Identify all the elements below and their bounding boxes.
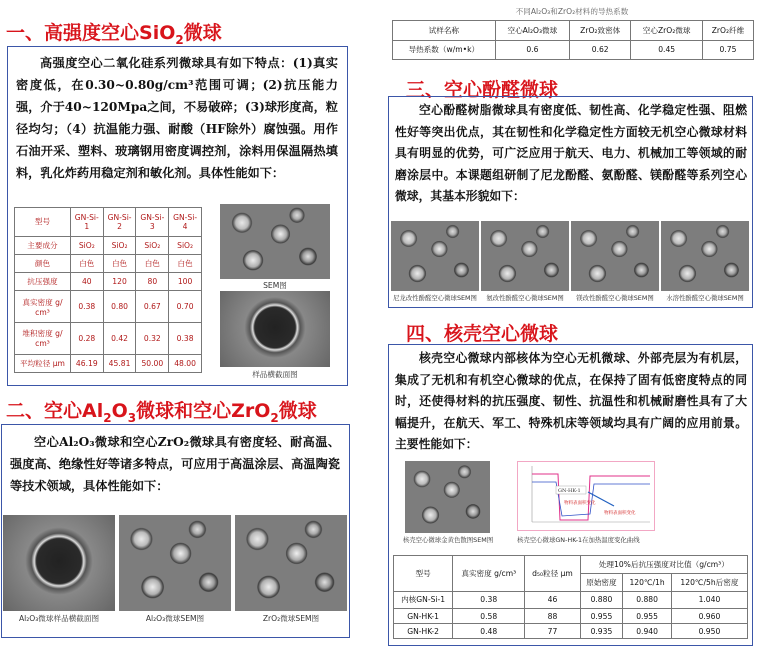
- table-cell: 堆积密度 g/ cm³: [15, 323, 71, 355]
- ct-h5a: 原始密度: [580, 573, 623, 591]
- caption-coreshell-sem: 核壳空心微球金黄色散图SEM图: [402, 536, 494, 544]
- table-cell: GN-HK-1: [394, 609, 453, 624]
- chart-label-2: 物料表面积变化: [604, 511, 636, 516]
- caption-al2o3-sem: Al₂O₃微球SEM图: [145, 614, 205, 623]
- section-1-heading: 一、高强度空心SiO$_2$微球: [6, 22, 222, 47]
- table-cell: GN-HK-2: [394, 624, 453, 639]
- table-cell: 50.00: [136, 354, 169, 372]
- ammonia-phenolic-sem-image: [481, 221, 569, 291]
- table-cell: 0.42: [103, 323, 136, 355]
- table-row: [15, 291, 202, 323]
- section-2-text: 空心Al₂O₃微球和空心ZrO₂微球具有密度轻、耐高温、强度高、绝缘性好等诸多特点，可应用于高温涂层、高温陶瓷等技术领域，具体性能如下：: [10, 435, 340, 493]
- section-1-table: [14, 207, 202, 373]
- table-cell: 0.80: [103, 291, 136, 323]
- table-cell: 1.040: [671, 591, 747, 609]
- ct-h1: 型号: [394, 556, 453, 592]
- table-cell: 0.62: [570, 40, 631, 60]
- ct-h5c: 120℃/5h后密度: [671, 573, 747, 591]
- section-1-text: 高强度空心二氧化硅系列微球具有如下特点：(1)真实密度低，在0.30~0.80g/cm³范围可调；(2)抗压能力强，介于40~120Mpa之间，不易破碎；(3)球形度高，粒径均匀；（4）抗温能力强、耐酸（HF除外）腐蚀强。用作石油开采、塑料、玻璃钢用密度调控剂，涂料用保温隔热填料，乳化炸药用稳定剂和敏化剂。具体性能如下：: [16, 56, 338, 180]
- section-4-text: 核壳空心微球内部核体为空心无机微球、外部壳层为有机层，集成了无机和有机空心微球的优点，在保持了固有低密度特点的同时，还使得材料的抗压强度、韧性、抗温性和机械耐磨性具有了大幅提升，在航天、军工、特殊机床等领域均具有广阔的应用前景。主要性能如下：: [395, 351, 747, 451]
- chart-legend: GN-HK-1: [558, 488, 581, 494]
- table-row: [15, 254, 202, 272]
- table-cell: 白色: [70, 254, 103, 272]
- sem-image-sio2: [220, 204, 330, 279]
- table-header-cell: ZrO₂纤维: [702, 21, 753, 41]
- table-header-cell: 空心Al₂O₃微球: [495, 21, 569, 41]
- section-1-box: [7, 46, 348, 386]
- table-cell: 0.960: [671, 609, 747, 624]
- table-cell: SiO₂: [169, 236, 202, 254]
- table-cell: 0.28: [70, 323, 103, 355]
- table-header-cell: 试样名称: [393, 21, 496, 41]
- table-cell: 0.6: [495, 40, 569, 60]
- section-3-text: 空心酚醛树脂微球具有密度低、韧性高、化学稳定性强、阻燃性好等突出优点，其在韧性和化学稳定性方面较无机空心微球材料具有明显的优势，可广泛应用于航天、电力、机械加工等领域的耐磨涂层中。本课题组研制了尼龙酚醛、氨酚醛、镁酚醛等系列空心微球，其基本形貌如下：: [395, 103, 747, 203]
- table-cell: 46.19: [70, 354, 103, 372]
- table-cell: 0.880: [623, 591, 672, 609]
- al2o3-cross-section-image: [3, 515, 115, 611]
- nylon-phenolic-sem-image: [391, 221, 479, 291]
- coreshell-curve-chart: [517, 461, 655, 531]
- table-cell: 0.940: [623, 624, 672, 639]
- table-cell: 平均粒径 μm: [15, 354, 71, 372]
- table-row: [394, 609, 748, 624]
- table-cell: 0.38: [453, 591, 525, 609]
- table-header-cell: GN-Si-3: [136, 208, 169, 237]
- section-4-box: [388, 344, 753, 646]
- table-cell: 0.38: [169, 323, 202, 355]
- table-cell: 0.955: [623, 609, 672, 624]
- table-cell: 40: [70, 273, 103, 291]
- zro2-sem-image: [235, 515, 347, 611]
- table-cell: 0.955: [580, 609, 623, 624]
- table-cell: SiO₂: [136, 236, 169, 254]
- table-cell: 0.32: [136, 323, 169, 355]
- table-header-cell: GN-Si-2: [103, 208, 136, 237]
- table-cell: SiO₂: [70, 236, 103, 254]
- table-cell: 45.81: [103, 354, 136, 372]
- table-cell: 0.75: [702, 40, 753, 60]
- caption-watersoluble: 水溶性酚醛空心微球SEM图: [666, 294, 744, 302]
- curve-svg: [518, 462, 654, 530]
- table-cell: 88: [525, 609, 580, 624]
- table-cell: 0.48: [453, 624, 525, 639]
- chart-label-1: 物料表面积变化: [564, 501, 596, 506]
- table-cell: 77: [525, 624, 580, 639]
- caption-nylon: 尼龙改性酚醛空心微球SEM图: [393, 294, 477, 302]
- table-header-cell: GN-Si-1: [70, 208, 103, 237]
- table-row: [394, 591, 748, 609]
- caption-coreshell-curve: 核壳空心微球GN-HK-1在加热温度变化曲线: [517, 536, 640, 544]
- table-row: [393, 21, 754, 41]
- table-header-cell: GN-Si-4: [169, 208, 202, 237]
- table-cell: 颜色: [15, 254, 71, 272]
- table-cell: 导热系数（w/m•k）: [393, 40, 496, 60]
- caption-zro2-sem: ZrO₂微球SEM图: [262, 614, 320, 623]
- al2o3-sem-image: [119, 515, 231, 611]
- table-cell: 白色: [136, 254, 169, 272]
- table-cell: 0.45: [631, 40, 703, 60]
- caption-magnesium: 镁改性酚醛空心微球SEM图: [576, 294, 654, 302]
- table-row: [15, 273, 202, 291]
- table-cell: 0.70: [169, 291, 202, 323]
- table-row: [15, 236, 202, 254]
- table-row: [15, 323, 202, 355]
- table-cell: 48.00: [169, 354, 202, 372]
- ct-h4: 处理10%后抗压强度对比值（g/cm³）: [580, 556, 747, 574]
- table-cell: 白色: [169, 254, 202, 272]
- thermal-table-title: 不同Al₂O₃和ZrO₂材料的导热系数: [515, 7, 629, 16]
- table-row: [393, 40, 754, 60]
- table-row: [15, 354, 202, 372]
- caption-al2o3-cross: Al₂O₃微球样品横截面图: [18, 614, 100, 623]
- table-cell: 120: [103, 273, 136, 291]
- watersoluble-phenolic-sem-image: [661, 221, 749, 291]
- table-row: [15, 208, 202, 237]
- section-3-heading: 三、空心酚醛微球: [406, 79, 559, 101]
- table-cell: 0.880: [580, 591, 623, 609]
- table-cell: 0.935: [580, 624, 623, 639]
- table-header-cell: 空心ZrO₂微球: [631, 21, 703, 41]
- table-cell: 0.58: [453, 609, 525, 624]
- magnesium-phenolic-sem-image: [571, 221, 659, 291]
- table-row: [394, 624, 748, 639]
- caption-sio2-sem: SEM图: [263, 281, 287, 290]
- section-2-heading: 二、空心$Al_2O_3$微球和空心ZrO$_2$微球: [6, 400, 317, 425]
- coreshell-table: [393, 555, 748, 639]
- table-cell: 内核GN-Si-1: [394, 591, 453, 609]
- coreshell-sem-image: [405, 461, 490, 533]
- section-4-heading: 四、核壳空心微球: [406, 323, 559, 345]
- table-header-cell: 型号: [15, 208, 71, 237]
- table-header-cell: ZrO₂致密体: [570, 21, 631, 41]
- table-cell: 真实密度 g/ cm³: [15, 291, 71, 323]
- table-cell: 白色: [103, 254, 136, 272]
- caption-sio2-cross: 样品横截面图: [252, 370, 298, 379]
- section-2-box: [1, 424, 350, 638]
- table-cell: 0.38: [70, 291, 103, 323]
- table-cell: 0.950: [671, 624, 747, 639]
- thermal-table: [392, 20, 754, 60]
- ct-h3: d₅₀粒径 μm: [525, 556, 580, 592]
- ct-h2: 真实密度 g/cm³: [453, 556, 525, 592]
- table-cell: 46: [525, 591, 580, 609]
- ct-h5b: 120℃/1h: [623, 573, 672, 591]
- caption-ammonia: 氨改性酚醛空心微球SEM图: [486, 294, 564, 302]
- table-cell: SiO₂: [103, 236, 136, 254]
- table-cell: 0.67: [136, 291, 169, 323]
- section-3-box: [388, 96, 753, 308]
- table-cell: 抗压强度: [15, 273, 71, 291]
- cross-section-image-sio2: [220, 291, 330, 367]
- table-cell: 主要成分: [15, 236, 71, 254]
- table-cell: 80: [136, 273, 169, 291]
- table-cell: 100: [169, 273, 202, 291]
